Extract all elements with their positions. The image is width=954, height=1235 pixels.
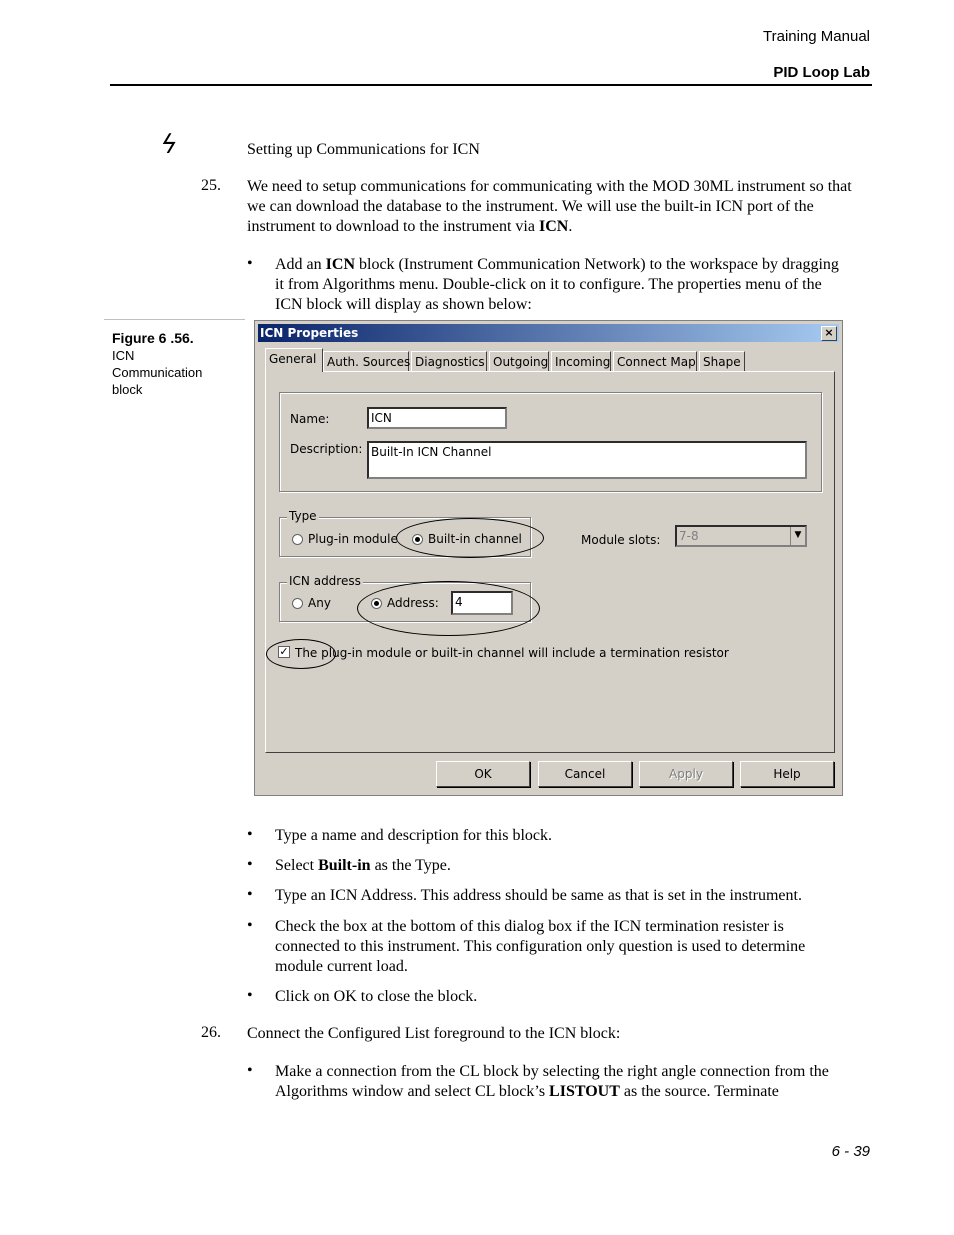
ok-button[interactable]: OK	[436, 761, 530, 787]
description-label: Description:	[290, 442, 363, 456]
header-subtitle: PID Loop Lab	[773, 64, 870, 81]
bullet-select-builtin-b: as the Type.	[370, 857, 451, 874]
bullet-check-box-text: Check the box at the bottom of this dialog box if the ICN termination resister is connected to this instrument. This configuration only question is used to determine module current load.	[275, 918, 806, 975]
figure-label: Figure 6 .56.	[112, 330, 194, 346]
type-group-title: Type	[289, 509, 317, 523]
bullet-select-builtin-a: Select	[275, 857, 319, 874]
name-label: Name:	[290, 412, 330, 426]
section-title: Setting up Communications for ICN	[247, 141, 480, 158]
bullet-marker: •	[247, 987, 253, 1004]
address-any-label: Any	[308, 596, 331, 610]
bullet-add-icn	[275, 255, 850, 315]
help-button[interactable]: Help	[740, 761, 834, 787]
bullet-marker: •	[247, 856, 253, 873]
type-builtin-label: Built-in channel	[428, 532, 522, 546]
figure-rule	[104, 319, 245, 320]
termination-label: The plug-in module or built-in channel will include a termination resistor	[295, 646, 729, 660]
bullet-make-connection-bold: LISTOUT	[549, 1083, 620, 1100]
bullet-click-ok-text: Click on OK to close the block.	[275, 988, 478, 1005]
name-description-group	[279, 392, 822, 492]
bullet-make-connection	[275, 1062, 850, 1102]
step-25-text-b: .	[568, 218, 573, 235]
bullet-add-icn-a: Add an	[275, 256, 326, 273]
bullet-type-name-text: Type a name and description for this block.	[275, 827, 553, 844]
bullet-icn-address-text: Type an ICN Address. This address should be same as that is set in the instrument.	[275, 887, 802, 904]
step-25-text-a: We need to setup communications for communicating with the MOD 30ML instrument so that we can download the database to the instrument. We will use the built-in ICN port of the instrument to download to the instrument via	[247, 178, 852, 235]
tab-incoming[interactable]: Incoming	[551, 351, 611, 371]
name-input[interactable]: ICN	[367, 407, 507, 429]
cancel-button[interactable]: Cancel	[538, 761, 632, 787]
icn-address-group-title: ICN address	[289, 574, 361, 588]
type-plugin-label: Plug-in module	[308, 532, 398, 546]
bullet-type-name	[275, 826, 855, 846]
bullet-click-ok	[275, 987, 855, 1007]
lightning-bolt-icon: ϟ	[155, 130, 182, 160]
header-rule	[110, 84, 872, 86]
dialog-titlebar[interactable]	[258, 324, 839, 342]
page-number: 6 - 39	[831, 1143, 870, 1160]
bullet-marker: •	[247, 886, 253, 903]
address-specific-label: Address:	[387, 596, 439, 610]
description-input[interactable]: Built-In ICN Channel	[367, 441, 807, 479]
bullet-make-connection-b: as the source. Terminate	[619, 1083, 779, 1100]
bullet-add-icn-bold: ICN	[325, 256, 355, 273]
highlight-oval-address	[357, 581, 540, 636]
address-input[interactable]: 4	[451, 591, 513, 615]
bullet-add-icn-b: block (Instrument Communication Network) to the workspace by dragging it from Algorithms menu. Double-click on it to configure. The properties menu of the ICN block will display as shown below:	[275, 256, 839, 313]
tab-general[interactable]: General	[265, 348, 323, 372]
termination-checkbox[interactable]: ✓	[279, 645, 289, 658]
highlight-oval-checkbox	[266, 639, 336, 669]
tab-shape[interactable]: Shape	[699, 351, 745, 371]
step-25-text	[247, 177, 872, 237]
chevron-down-icon[interactable]: ▼	[790, 527, 805, 545]
step-25-number: 25.	[201, 177, 221, 194]
bullet-marker: •	[247, 917, 253, 934]
highlight-oval-builtin	[396, 518, 544, 558]
tab-auth-sources[interactable]: Auth. Sources	[323, 351, 409, 371]
figure-caption: ICN Communication block	[112, 348, 203, 397]
step-25-bold: ICN	[538, 218, 569, 235]
icn-properties-dialog	[254, 320, 843, 796]
bullet-marker: •	[247, 826, 253, 843]
bullet-select-builtin	[275, 856, 855, 876]
header-title: Training Manual	[763, 28, 870, 45]
bullet-icn-address	[275, 886, 865, 906]
step-26-number: 26.	[201, 1024, 221, 1041]
bullet-make-connection-a: Make a connection from the CL block by selecting the right angle connection from the Algorithms window and select CL block’s	[275, 1063, 829, 1100]
bullet-marker: •	[247, 255, 253, 272]
tab-outgoing[interactable]: Outgoing	[489, 351, 549, 371]
close-icon[interactable]: ×	[821, 326, 837, 341]
tab-diagnostics[interactable]: Diagnostics	[411, 351, 487, 371]
step-26-text: Connect the Configured List foreground to the ICN block:	[247, 1025, 621, 1042]
module-slots-value: 7-8	[679, 529, 699, 543]
type-plugin-radio[interactable]	[292, 534, 303, 545]
bullet-check-box	[275, 917, 850, 977]
tab-connect-map[interactable]: Connect Map	[613, 351, 697, 371]
bullet-marker: •	[247, 1062, 253, 1079]
dialog-title: ICN Properties	[260, 326, 359, 340]
module-slots-label: Module slots:	[581, 533, 661, 547]
general-tab-panel	[265, 371, 835, 753]
address-any-radio[interactable]	[292, 598, 303, 609]
module-slots-select[interactable]	[675, 525, 807, 547]
apply-button[interactable]: Apply	[639, 761, 733, 787]
bullet-select-builtin-bold: Built-in	[318, 857, 371, 874]
